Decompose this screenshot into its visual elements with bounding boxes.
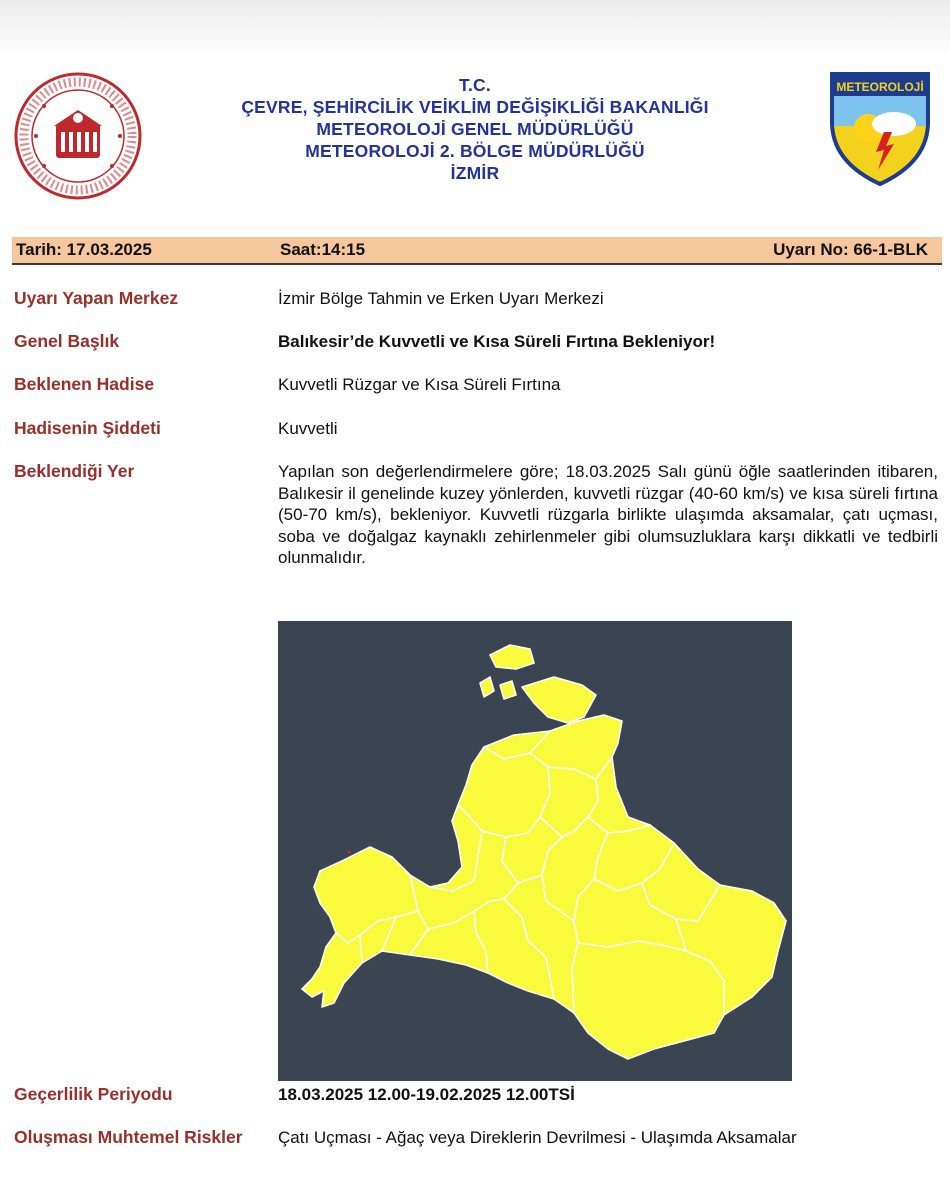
severity-value: Kuvvetli xyxy=(278,419,338,438)
map-island xyxy=(500,681,516,699)
event-label: Beklenen Hadise xyxy=(14,374,155,394)
period-value: 18.03.2025 12.00-19.02.2025 12.00TSİ xyxy=(278,1085,575,1104)
center-value: İzmir Bölge Tahmin ve Erken Uyarı Merkezi xyxy=(278,289,604,308)
severity-label: Hadisenin Şiddeti xyxy=(14,418,161,438)
period-label: Geçerlilik Periyodu xyxy=(14,1084,173,1104)
header-line-ministry: ÇEVRE, ŞEHİRCİLİK VEİKLİM DEĞİŞİKLİĞİ BAKANLIĞI xyxy=(241,97,709,117)
header-line-region: METEOROLOJİ 2. BÖLGE MÜDÜRLÜĞÜ xyxy=(305,141,645,161)
risks-label: Oluşması Muhtemel Riskler xyxy=(14,1127,243,1147)
center-label: Uyarı Yapan Merkez xyxy=(14,288,179,308)
info-bar xyxy=(12,237,942,265)
location-description: Yapılan son değerlendirmelere göre; 18.03.2025 Salı günü öğle saatlerinden itibaren, Balıkesir il genelinde kuzey yönlerden, kuvvetli rüzgar (40-60 km/s) ve kısa süreli fırtına (50-70 km/s), bekleniyor. Kuvvetli rüzgarla birlikte ulaşımda aksamalar, çatı uçması, soba ve doğalgaz kaynaklı zehirlenmeler gibi olumsuzluklara karşı dikkatli ve tedbirli olunmalıdır. xyxy=(278,462,938,567)
risks-value: Çatı Uçması - Ağaç veya Direklerin Devrilmesi - Ulaşımda Aksamalar xyxy=(278,1128,797,1147)
title-value: Balıkesir’de Kuvvetli ve Kısa Süreli Fırtına Bekleniyor! xyxy=(278,332,716,351)
logo-text: METEOROLOJİ xyxy=(836,80,924,94)
warning-number: Uyarı No: 66-1-BLK xyxy=(773,240,928,259)
time-text: Saat:14:15 xyxy=(280,240,366,259)
header-line-directorate: METEOROLOJİ GENEL MÜDÜRLÜĞÜ xyxy=(316,119,634,139)
date-text: Tarih: 17.03.2025 xyxy=(16,240,152,259)
ministry-seal-logo xyxy=(14,72,142,200)
location-label: Beklendiği Yer xyxy=(14,461,135,481)
title-label: Genel Başlık xyxy=(14,331,120,351)
event-value: Kuvvetli Rüzgar ve Kısa Süreli Fırtına xyxy=(278,375,561,394)
header-line-city: İZMİR xyxy=(450,163,500,183)
meteoroloji-shield-logo xyxy=(828,70,932,186)
header-line-tc: T.C. xyxy=(459,75,491,95)
document-header xyxy=(150,74,800,184)
warning-map xyxy=(278,621,792,1081)
